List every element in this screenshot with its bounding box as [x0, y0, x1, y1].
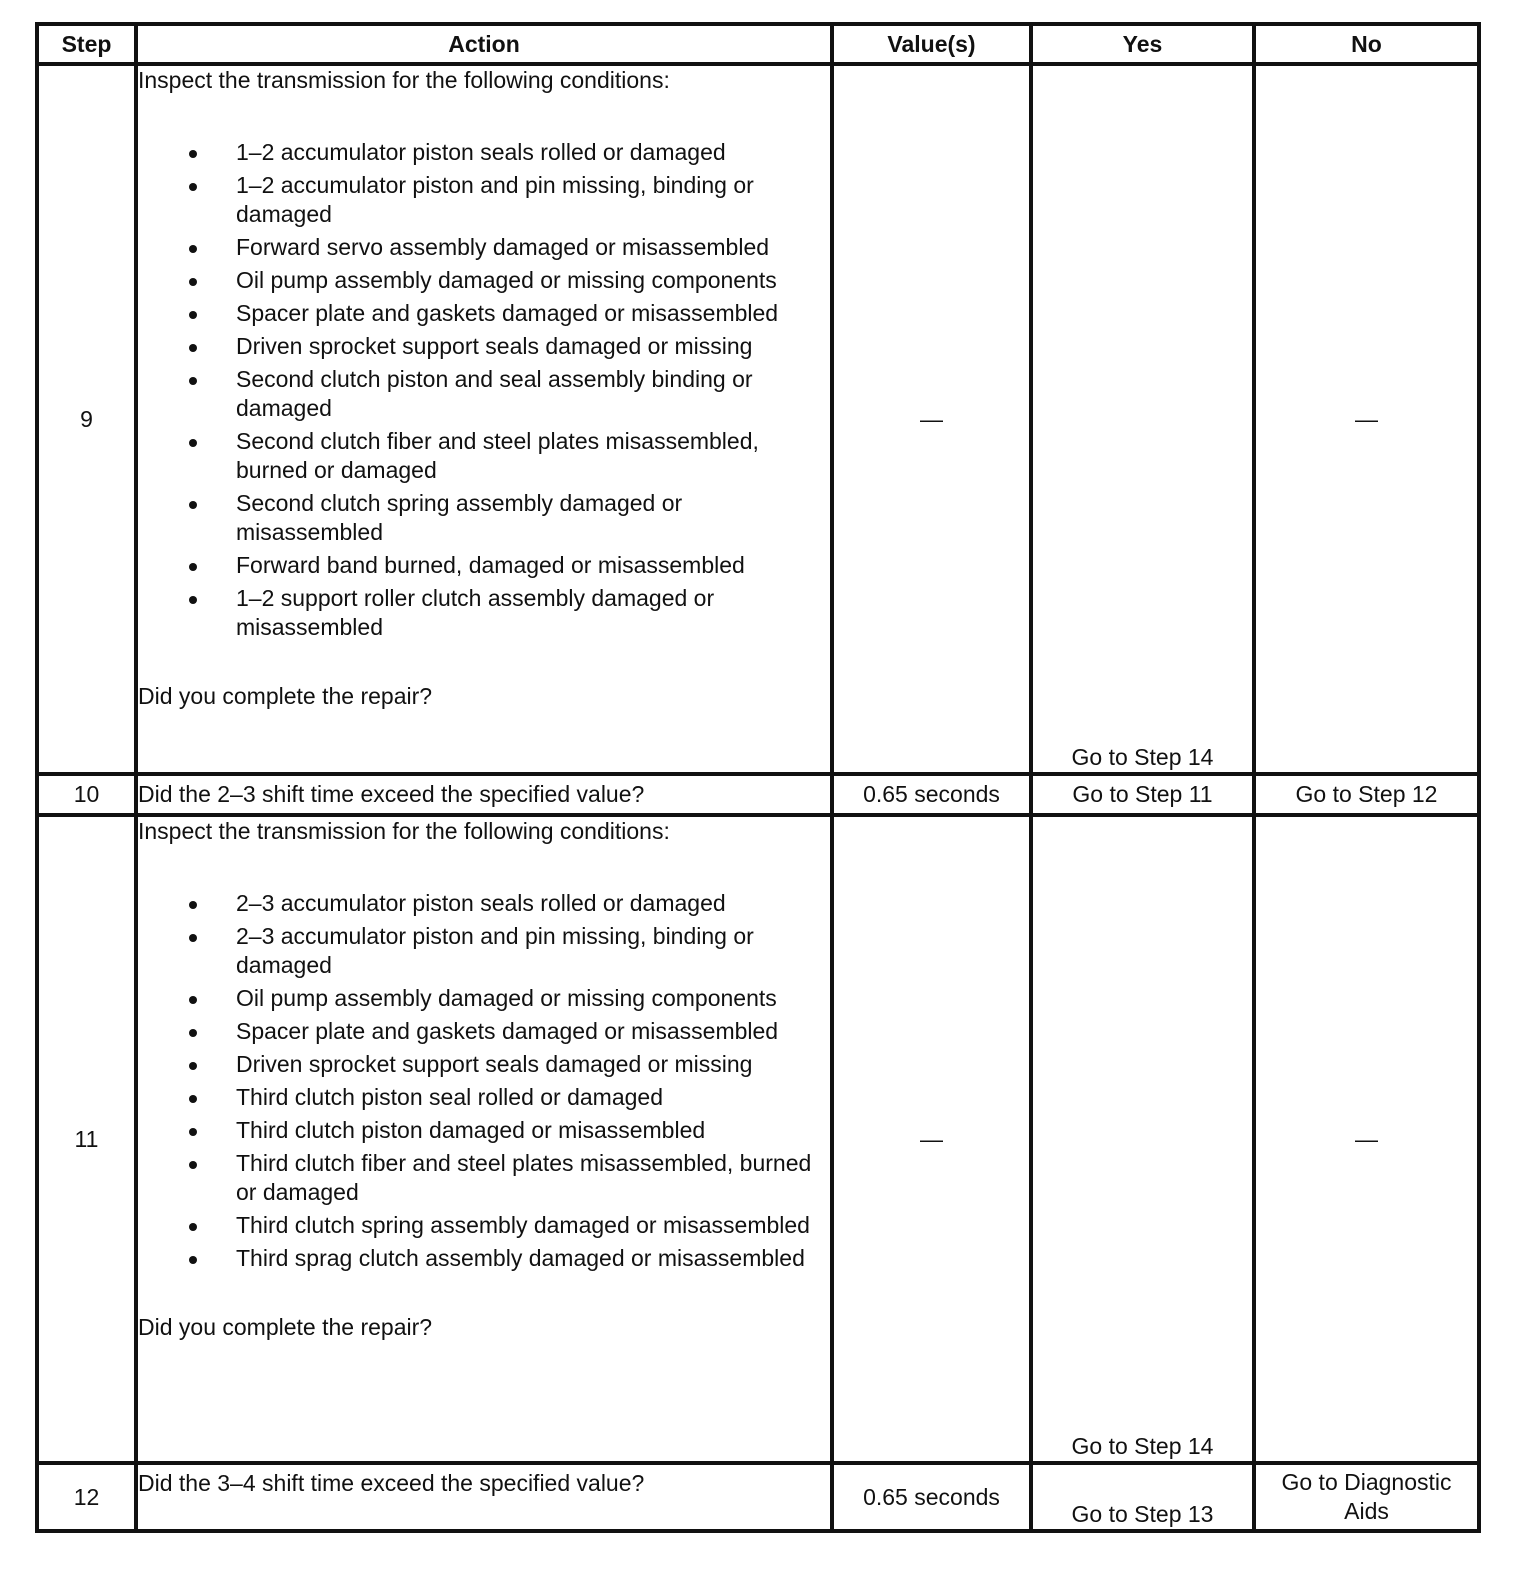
value-cell: — — [832, 64, 1031, 774]
list-item: Third sprag clutch assembly damaged or misassembled — [236, 1244, 830, 1273]
table-row-step-12 — [37, 1463, 1479, 1531]
action-question: Did you complete the repair? — [138, 683, 433, 709]
yes-cell: Go to Step 14 — [1031, 815, 1254, 1463]
list-item: Driven sprocket support seals damaged or missing — [236, 332, 830, 361]
bullet-icon — [189, 501, 197, 509]
bullet-icon — [189, 439, 197, 447]
condition-list — [138, 138, 830, 642]
table-row-step-11 — [37, 815, 1479, 1463]
value-cell: 0.65 seconds — [832, 1463, 1031, 1531]
yes-cell: Go to Step 11 — [1031, 774, 1254, 815]
bullet-icon — [189, 1029, 197, 1037]
list-item: 1–2 accumulator piston and pin missing, binding or damaged — [236, 171, 830, 229]
header-step: Step — [37, 24, 136, 64]
list-item: 1–2 accumulator piston seals rolled or damaged — [236, 138, 830, 167]
diagnostic-table — [35, 22, 1481, 1533]
list-item: Oil pump assembly damaged or missing components — [236, 266, 830, 295]
yes-cell: Go to Step 14 — [1031, 64, 1254, 774]
action-intro: Inspect the transmission for the following conditions: — [138, 818, 670, 844]
action-question: Did you complete the repair? — [138, 1314, 433, 1340]
no-cell: Go to Step 12 — [1254, 774, 1479, 815]
bullet-icon — [189, 311, 197, 319]
bullet-icon — [189, 1128, 197, 1136]
list-item: Driven sprocket support seals damaged or missing — [236, 1050, 830, 1079]
list-item: 1–2 support roller clutch assembly damaged or misassembled — [236, 584, 830, 642]
action-question: Did the 2–3 shift time exceed the specified value? — [136, 774, 832, 815]
no-cell: — — [1254, 64, 1479, 774]
bullet-icon — [189, 596, 197, 604]
value-cell: 0.65 seconds — [832, 774, 1031, 815]
bullet-icon — [189, 1223, 197, 1231]
step-number: 9 — [37, 64, 136, 774]
header-yes: Yes — [1031, 24, 1254, 64]
bullet-icon — [189, 377, 197, 385]
bullet-icon — [189, 1256, 197, 1264]
list-item: Third clutch fiber and steel plates misassembled, burned or damaged — [236, 1149, 830, 1207]
action-intro: Inspect the transmission for the following conditions: — [138, 67, 670, 93]
list-item: Third clutch piston seal rolled or damaged — [236, 1083, 830, 1112]
no-line-1: Go to Diagnostic — [1281, 1469, 1452, 1495]
list-item: Third clutch spring assembly damaged or misassembled — [236, 1211, 830, 1240]
bullet-icon — [189, 150, 197, 158]
bullet-icon — [189, 1095, 197, 1103]
step-number: 12 — [37, 1463, 136, 1531]
no-line-2: Aids — [1344, 1498, 1389, 1524]
action-cell — [136, 815, 832, 1463]
list-item: Spacer plate and gaskets damaged or misassembled — [236, 1017, 830, 1046]
list-item: 2–3 accumulator piston seals rolled or damaged — [236, 889, 830, 918]
yes-cell: Go to Step 13 — [1031, 1463, 1254, 1531]
no-cell: — — [1254, 815, 1479, 1463]
list-item: Spacer plate and gaskets damaged or misassembled — [236, 299, 830, 328]
list-item: Forward servo assembly damaged or misassembled — [236, 233, 830, 262]
step-number: 11 — [37, 815, 136, 1463]
header-row — [37, 24, 1479, 64]
action-cell — [136, 64, 832, 774]
condition-list — [138, 889, 830, 1273]
list-item: Oil pump assembly damaged or missing components — [236, 984, 830, 1013]
bullet-icon — [189, 1161, 197, 1169]
no-cell — [1254, 1463, 1479, 1531]
bullet-icon — [189, 563, 197, 571]
bullet-icon — [189, 278, 197, 286]
list-item: Forward band burned, damaged or misassembled — [236, 551, 830, 580]
header-no: No — [1254, 24, 1479, 64]
bullet-icon — [189, 245, 197, 253]
list-item: Second clutch fiber and steel plates misassembled, burned or damaged — [236, 427, 830, 485]
bullet-icon — [189, 901, 197, 909]
bullet-icon — [189, 183, 197, 191]
bullet-icon — [189, 1062, 197, 1070]
table-row-step-9 — [37, 64, 1479, 774]
value-cell: — — [832, 815, 1031, 1463]
list-item: Second clutch piston and seal assembly binding or damaged — [236, 365, 830, 423]
list-item: Second clutch spring assembly damaged or misassembled — [236, 489, 830, 547]
action-question: Did the 3–4 shift time exceed the specified value? — [136, 1463, 832, 1531]
list-item: Third clutch piston damaged or misassembled — [236, 1116, 830, 1145]
header-values: Value(s) — [832, 24, 1031, 64]
step-number: 10 — [37, 774, 136, 815]
list-item: 2–3 accumulator piston and pin missing, binding or damaged — [236, 922, 830, 980]
header-action: Action — [136, 24, 832, 64]
bullet-icon — [189, 934, 197, 942]
table-row-step-10 — [37, 774, 1479, 815]
bullet-icon — [189, 344, 197, 352]
bullet-icon — [189, 996, 197, 1004]
